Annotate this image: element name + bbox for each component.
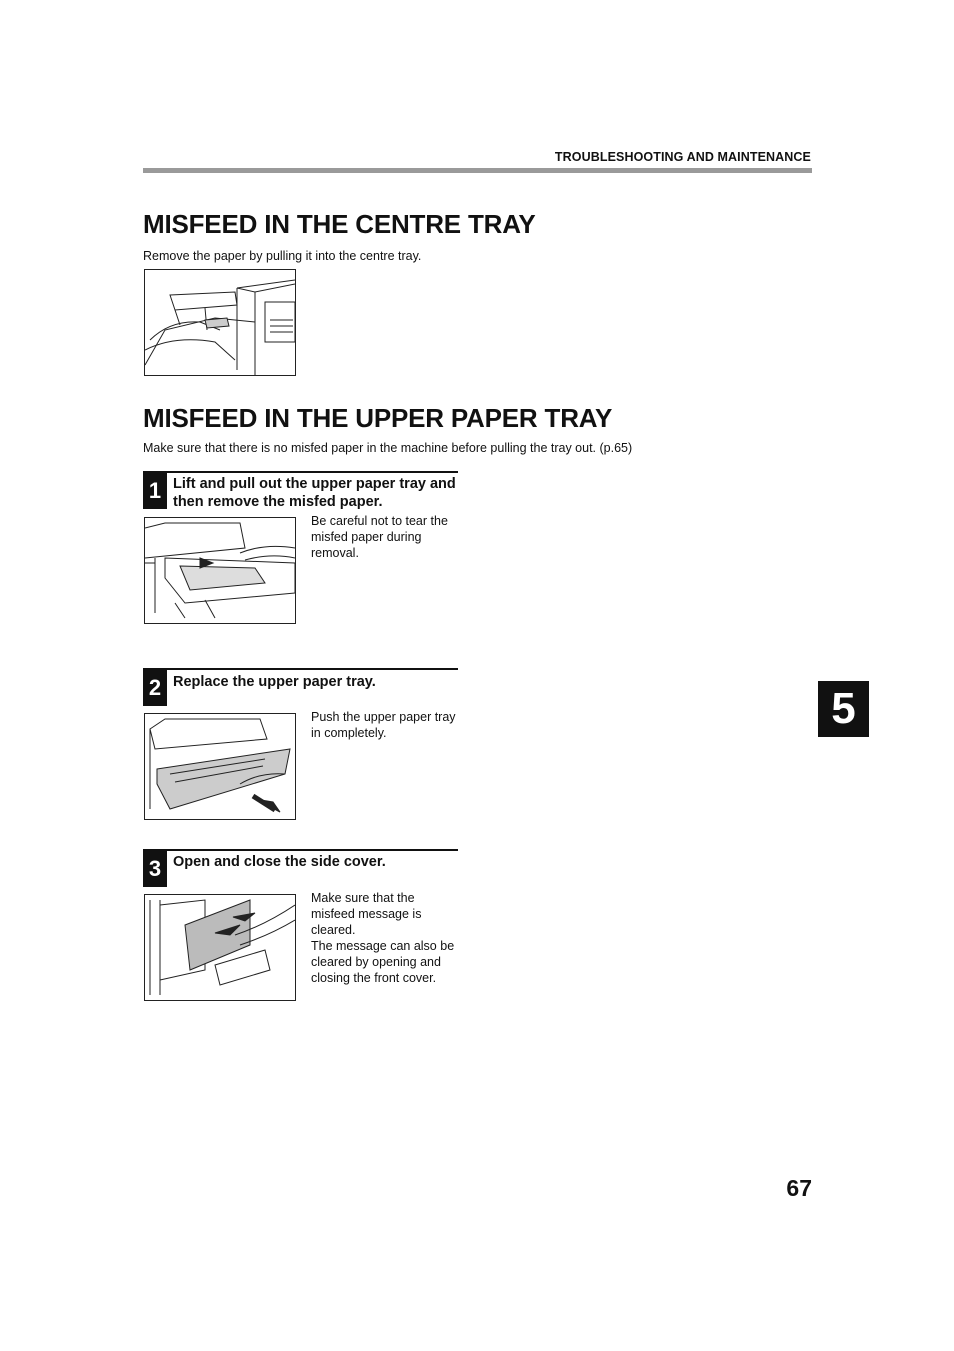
section-title-centre-tray: MISFEED IN THE CENTRE TRAY: [143, 209, 536, 239]
step-1-note: Be careful not to tear the misfed paper during removal.: [311, 514, 448, 560]
step-1-illustration: [144, 517, 296, 624]
step-3-illustration: [144, 894, 296, 1001]
step-1-title: Lift and pull out the upper paper tray and then remove the misfed paper.: [173, 476, 456, 510]
section-intro-upper-tray: Make sure that there is no misfed paper in the machine before pulling the tray out. (p.65): [143, 441, 633, 455]
step-2-note: Push the upper paper tray in completely.: [311, 710, 456, 740]
step-2-number: 2: [143, 670, 167, 706]
step-1-rule: [143, 471, 458, 473]
step-2-illustration: [144, 713, 296, 820]
step-3-title: Open and close the side cover.: [173, 854, 386, 870]
header-rule: [143, 168, 812, 173]
step-3-rule: [143, 849, 458, 851]
page-number: 67: [786, 1175, 812, 1201]
section-title-upper-tray: MISFEED IN THE UPPER PAPER TRAY: [143, 403, 613, 433]
step-3-number: 3: [143, 851, 167, 887]
section-intro-centre-tray: Remove the paper by pulling it into the centre tray.: [143, 249, 422, 263]
step-1-number: 1: [143, 473, 167, 509]
step-2-rule: [143, 668, 458, 670]
step-2-title: Replace the upper paper tray.: [173, 674, 376, 690]
centre-tray-illustration: [144, 269, 296, 376]
running-header: TROUBLESHOOTING AND MAINTENANCE: [554, 150, 811, 164]
chapter-tab: 5: [818, 681, 869, 737]
step-3-note: Make sure that the misfeed message is cleared. The message can also be cleared by opening and closing the front cover.: [311, 891, 455, 985]
